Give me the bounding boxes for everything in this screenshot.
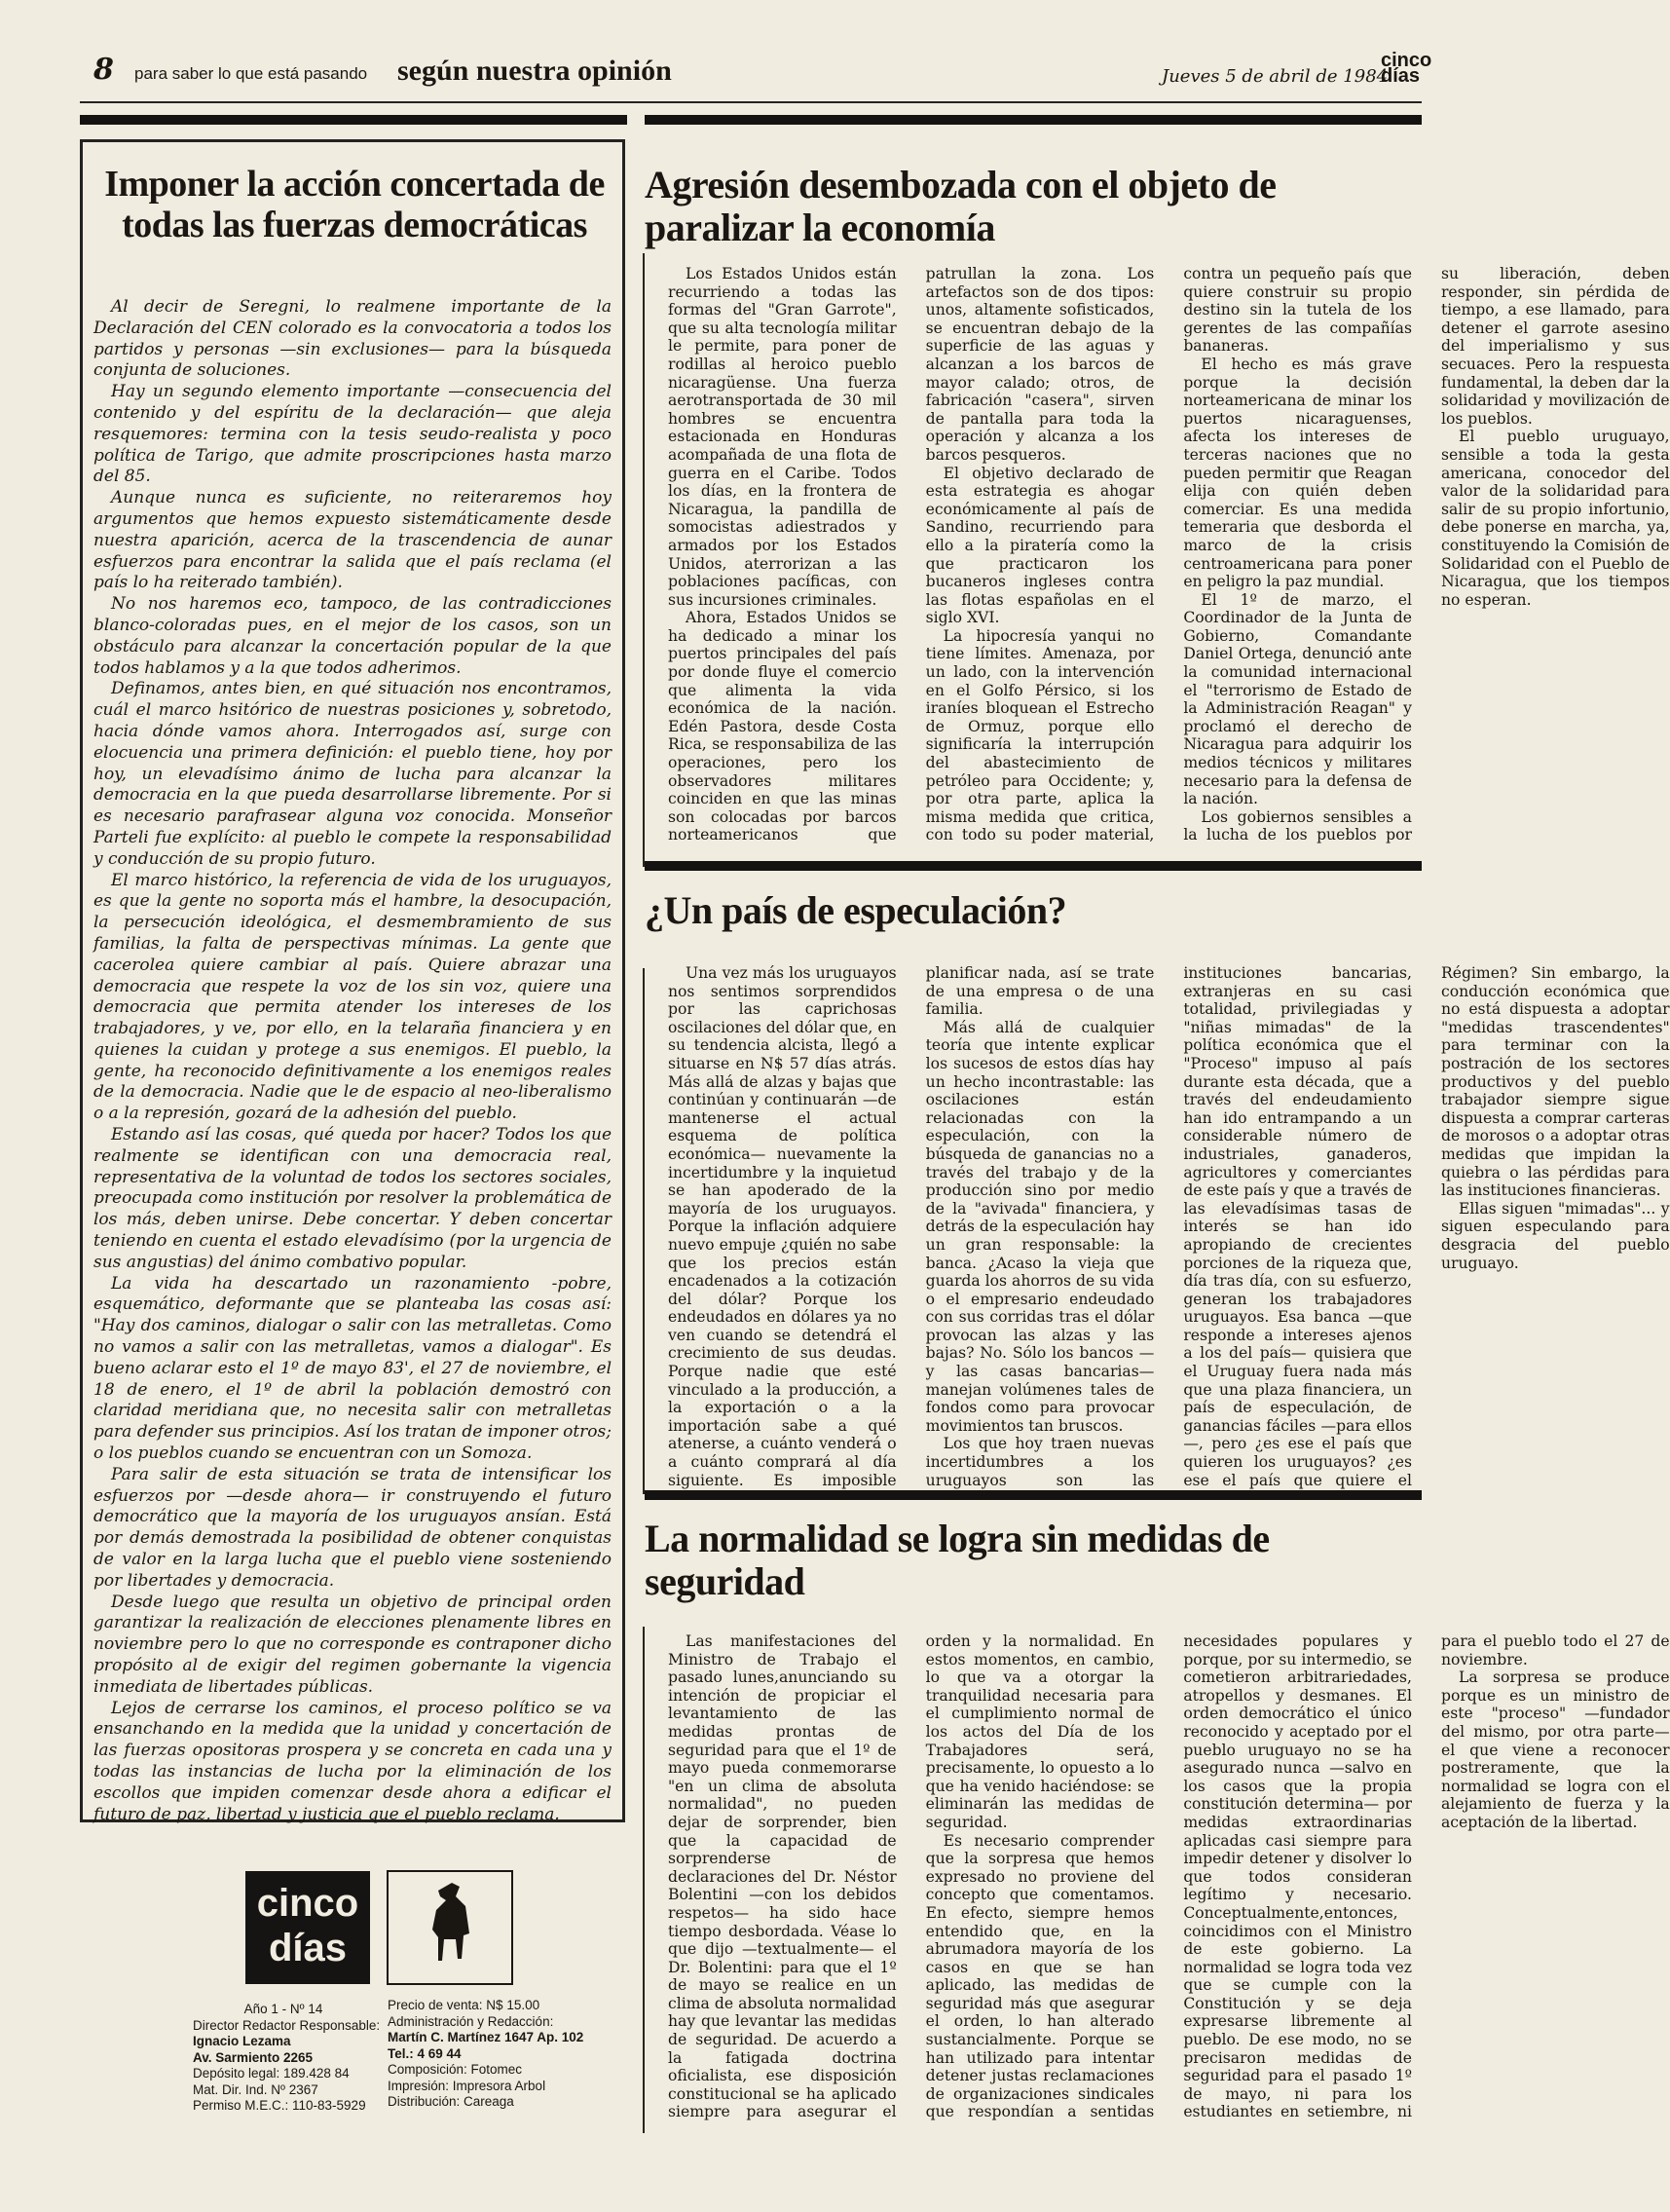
paragraph: Ellas siguen "mimadas"... y siguen especulando para desgracia del pueblo uruguayo. [1440,1199,1670,1272]
paragraph: No nos haremos eco, tampoco, de las contradicciones blanco-coloradas pues, en el mejor de los casos, son un obstáculo para alcanzar la concertación popular de la que todos hablamos y a la que todos adherimos. [93,594,612,678]
paragraph: La hipocresía yanqui no tiene límites. Amenaza, por un lado, con la intervención en el Golfo Pérsico, si los iraníes bloquean el Estrecho de Ormuz, porque ello significaría la interrupción del abastecimiento de petróleo para Occidente; y, por otra parte, aplica la misma medida que critica, con todo su poder material, contra un pequeño país que quiere construir su propio destino sin la tutela de los gerentes de las compañías bananeras. [925,265,1412,844]
editorial-headline: Imponer la acción concertada de todas las fuerzas democráticas [104,164,605,245]
credit-line: Ignacio Lezama [193,2034,291,2048]
paragraph: Aunque nunca es suficiente, no reiteraremos hoy argumentos que hemos expuesto sistemáticamente desde nuestra aparición, acerca de la trascendencia de aunar esfuerzos para encontrar la salida que el país reclama (el país lo ha reiterado también). [93,488,612,593]
article-body-agresion [668,265,1670,849]
issue-number: Año 1 - Nº 14 [243,2002,323,2016]
paragraph: Los que hoy traen nuevas incertidumbres a los uruguayos son las instituciones bancarias, extranjeras en su casi totalidad, privilegiadas y "niñas mimadas" de la política económica que el "Proceso" impuso al país durante esta década, que a través del endeudamiento han ido entrampando a un considerable número de industriales, ganaderos, agricultores y comerciantes de este país y que a través de las elevadísimas tasas de interés se han ido apropiando de crecientes porciones de la riqueza que, día tras día, con su esfuerzo, generan los trabajadores uruguayos. Esa banca —que responde a intereses ajenos a los del país— quisiera que el Uruguay fuera nada más que una plaza financiera, un país de especulación, de ganancias fáciles —para ellos—, pero ¿es ese el país que quieren los uruguayos? ¿es ese el país que quiere el Régimen? Sin embargo, la conducción económica que no está dispuesta a adoptar "medidas trascendentes" para terminar con la postración de los sectores productivos y del pueblo trabajador siempre sigue dispuesta a comprar carteras de morosos o a adoptar otras medidas que impidan la quiebra o las pérdidas para las instituciones financieras. [925,964,1670,1489]
horse-icon [388,1871,512,1984]
paragraph: Para salir de esta situación se trata de intensificar los esfuerzos por —desde ahora— ir construyendo el futuro democrático que la mayoría de los uruguayos ansían. Está por demás demostrada la posibilidad de obtener conquistas de valor en la larga lucha que el pueblo viene sosteniendo por libertades y democracia. [93,1464,612,1591]
paragraph: La vida ha descartado un razonamiento -pobre, esquemático, deformante que se planteaba las cosas así: "Hay dos caminos, dialogar o salir con las metralletas. Como no vamos a salir con las metralletas, vamos a dialogar". Es bueno aclarar esto el 1º de mayo 83', el 27 de noviembre, el 18 de enero, el 1º de abril la población demostró con claridad meridiana que, no necesita salir con metralletas para defender sus principios. Así los tratan de imponer otros; o los pueblos cuando se encuentran con un Somoza. [93,1273,612,1464]
masthead-credits-right [388,1998,584,2111]
paragraph: Más allá de cualquier teoría que intente explicar los sucesos de estos días hay un hecho incontrastable: las oscilaciones están relacionadas con la especulación, con la búsqueda de ganancias no a través del trabajo y de la producción sino por medio de la "avivada" financiera, y detrás de la especulación hay un gran responsable: la banca. ¿Acaso la vieja que guarda los ahorros de su vida o el empresario endeudado con sus corridas tras el dólar provocan las alzas y las bajas? No. Sólo los bancos —y las casas bancarias— manejan volúmenes tales de fondos como para provocar movimientos tan bruscos. [925,1018,1155,1435]
paragraph: El objetivo declarado de esta estrategia es ahogar económicamente al país de Sandino, recurriendo para ello a la piratería como la que practicaron los bucaneros ingleses contra las flotas españolas en el siglo XVI. [925,464,1155,627]
page-header [76,50,1432,99]
paragraph: Lejos de cerrarse los caminos, el proceso político se va ensanchando en la medida que la unidad y concertación de las fuerzas opositoras prospera y se concreta en cada una y todas las instancias de lucha por la eliminación de los escollos que impiden comenzar desde ahora a edificar el futuro de paz, libertad y justicia que el pueblo reclama. [93,1698,612,1824]
credit-line: Mat. Dir. Ind. Nº 2367 [193,2081,318,2097]
column-rule [643,968,645,1494]
paragraph: Estando así las cosas, qué queda por hacer? Todos los que realmente se identifican con una democracia real, representativa de la voluntad de todos los sectores sociales, preocupada como institución por resolver la problemática de los más, deben unirse. Debe concertar. Y deben concertar teniendo en cuenta el estado elevadísimo (por la urgencia de sus angustias) del ánimo combativo popular. [93,1125,612,1272]
credit-line: Distribución: Careaga [388,2094,514,2109]
page-number: 8 [93,53,114,87]
paragraph: Los gobiernos sensibles a la lucha de los pueblos por su liberación, deben responder, sin pérdida de tiempo, a ese llamado, para detener el garrote asesino del imperialismo y sus secuaces. Pero la respuesta fundamental, la deben dar la solidaridad y movilización de los pueblos. [1183,265,1670,844]
credit-line: Tel.: 4 69 44 [388,2045,462,2061]
paragraph: La sorpresa se produce porque es un ministro de este "proceso" —fundador del mismo, por otra parte— el que viene a reconocer postreramente, que la normalidad se logra con el alejamiento de fuerza y la aceptación de la libertad. [1440,1668,1670,1831]
logo-word: días [268,1927,348,1969]
paragraph: Es necesario comprender que la sorpresa que hemos expresado no proviene del concepto que comentamos. En efecto, siempre hemos entendido que, en la abrumadora mayoría de los casos en que se han aplicado, las medidas de seguridad más que asegurar el orden, lo han alterado sustancialmente. Porque se han utilizado para intentar detener justas reclamaciones de organizaciones sindicales que respondían a sentidas necesidades populares y porque, por su intermedio, se cometieron arbitrariedades, atropellos y desmanes. El orden democrático el único reconocido y aceptado por el pueblo uruguayo no se ha asegurado nunca —salvo en los casos que la propia constitución determina— por medidas extraordinarias aplicadas casi siempre para impedir detener y disolver lo que todos consideran legítimo y necesario. Conceptualmente,entonces, coincidimos con el Ministro de este gobierno. La normalidad se logra toda vez que se cumple con la Constitución y se deja expresarse libremente al pueblo. De ese modo, no se precisaron medidas de seguridad para el pasado 1º de mayo, ni para los estudiantes en setiembre, ni para el pueblo todo el 27 de noviembre. [925,1632,1670,2121]
article-headline: Agresión desembozada con el objeto de paralizar la economía [645,163,1277,249]
column-rule [643,1627,645,2133]
divider-bar [645,861,1422,871]
paragraph: El hecho es más grave porque la decisión norteamericana de minar los puertos nicaraguenses, afecta los intereses de terceras naciones que no pueden permitir que Reagan elija con quién deben comerciar. Es una medida temeraria que desborda el marco de la crisis centroamericana para poner en peligro la paz mundial. [1183,355,1412,591]
article-body-normalidad [668,1632,1670,2139]
paragraph: Al decir de Seregni, lo realmene importante de la Declaración del CEN colorado es la convocatoria a todos los partidos y personas —sin exclusiones— para la búsqueda conjunta de soluciones. [93,297,612,381]
column-rule [643,253,645,867]
article-headline: La normalidad se logra sin medidas de seguridad [645,1517,1270,1603]
credit-line: Impresión: Impresora Arbol [388,2078,546,2093]
header-logo: cinco días [1381,50,1432,87]
paragraph: Los Estados Unidos están recurriendo a todas las formas del "Gran Garrote", que su alta tecnología militar le permite, para poner de rodillas al heroico pueblo nicaragüense. Una fuerza aerotransportada de 30 mil hombres se encuentra estacionada en Honduras acompañada de una flota de guerra en el Caribe. Todos los días, en la frontera de Nicaragua, la pandilla de somocistas adiestrados y armados por los Estados Unidos, aterrorizan a las poblaciones pacíficas, con sus incursiones criminales. [668,265,897,609]
paragraph: Definamos, antes bien, en qué situación nos encontramos, cuál el marco hsitórico de nuestras posiciones y, sobretodo, hacia dónde vamos ahora. Interrogados así, surge con elocuencia una primera definición: el pueblo tiene, hoy por hoy, un elevadísimo ánimo de lucha para alcanzar la democracia en la que pueda desarrollarse libremente. Por si es necesario parafrasear alguna voz conocida. Monseñor Parteli fue explícito: al pueblo le compete la responsabilidad y conducción de su propio futuro. [93,679,612,869]
paragraph: Ahora, Estados Unidos se ha dedicado a minar los puertos principales del país por donde fluye el comercio que alimenta la vida económica de la nación. Edén Pastora, desde Costa Rica, se responsabiliza de las operaciones, pero los observadores militares coinciden en que las minas son colocadas por barcos norteamericanos que patrullan la zona. Los artefactos son de dos tipos: unos, altamente sofisticados, se encuentran debajo de la superficie de las aguas y alcanzan a los barcos de mayor calado; otros, de fabricación "casera", sirven de pantalla para toda la operación y alcanza a los barcos pesqueros. [668,265,1155,844]
paragraph: Hay un segundo elemento importante —consecuencia del contenido y del espíritu de la declaración— que aleja resquemores: termina con la tesis seudo-realista y poco política de Tarigo, que admite proscripciones hasta marzo del 85. [93,382,612,487]
header-kicker: para saber lo que está pasando [134,64,368,83]
masthead [193,1856,584,2138]
credit-line: Martín C. Martínez 1647 Ap. 102 [388,2030,584,2044]
paragraph: Las manifestaciones del Ministro de Trabajo el pasado lunes,anunciando su intención de propiciar el levantamiento de las medidas prontas de seguridad para que el 1º de mayo pueda conmemorarse "en un clima de absoluta normalidad", no pueden dejar de sorprender, bien que la capacidad de sorprenderse de declaraciones del Dr. Néstor Bolentini —con los debidos respetos— ha sido hace tiempo desbordada. Véase lo que dijo —textualmente— el Dr. Bolentini: para que el 1º de mayo se realice en un clima de absoluta normalidad hay que levantar las medidas de seguridad. De acuerdo a la fatigada doctrina oficialista, ese disposición constitucional se ha aplicado siempre para asegurar el orden y la normalidad. En estos momentos, en cambio, lo que va a otorgar la tranquilidad necesaria para el cumplimiento normal de los actos del Día de los Trabajadores será, precisamente, lo opuesto a lo que ha venido haciéndose: se eliminarán las medidas de seguridad. [668,1632,1155,2121]
credit-line: Depósito legal: 189.428 84 [193,2066,350,2081]
editorial-body [93,297,612,1824]
masthead-logo [245,1871,370,1984]
issue-date: Jueves 5 de abril de 1984 [1162,66,1389,87]
article-body-especulacion [668,964,1670,1490]
credit-line: Composición: Fotomec [388,2062,523,2077]
paragraph: El pueblo uruguayo, sensible a toda la gesta americana, conocedor del valor de la solidaridad para salir de su propio infortunio, debe ponerse en marcha, ya, constituyendo la Comisión de Solidaridad con el Pueblo de Nicaragua, que los tiempos no esperan. [1440,428,1670,609]
article-headline: ¿Un país de especulación? [645,888,1067,932]
price-line: Precio de venta: N$ 15.00 [388,1998,540,2012]
credit-line: Administración y Redacción: [388,2013,554,2029]
divider-bar [645,1490,1422,1500]
paragraph: El 1º de marzo, el Coordinador de la Junta de Gobierno, Comandante Daniel Ortega, denunció ante la comunidad internacional el "terrorismo de Estado de la Administración Reagan" y proclamó el derecho de Nicaragua para adquirir los medios técnicos y militares necesario para la defensa de la nación. [1183,590,1412,808]
masthead-credits-left [193,2002,381,2115]
paragraph: El marco histórico, la referencia de vida de los uruguayos, es que la gente no soporta más el hambre, la desocupación, la persecución ideológica, el desmembramiento de sus familias, la falta de perspectivas mínimas. La gente que cacerolea quiere cambiar al país. Quiere abrazar una democracia que respete la voz de los sin voz, quiere una democracia que permita atender los intereses de los trabajadores, y ve, por ello, en la telaraña financiera y en quienes la cuidan y protege a sus enemigos. El pueblo, la gente, ha reconocido definitivamente a los enemigos reales de la democracia. Nadie que le de espacio al neo-liberalismo o a la represión, gozará de la adhesión del pueblo. [93,870,612,1124]
paragraph: Una vez más los uruguayos nos sentimos sorprendidos por las caprichosas oscilaciones del dólar que, en su tendencia alcista, llegó a situarse en N$ 57 días atrás. Más allá de alzas y bajas que continúan y continuarán —de mantenerse el actual esquema de política económica— nuevamente la incertidumbre y la inquietud se han apoderado de la mayoría de los uruguayos. Porque la inflación adquiere nuevo empuje ¿quién no sabe que los precios están encadenados a la cotización del dólar? Porque los endeudados en dólares ya no ven cuando se detendrá el crecimiento de sus deudas. Porque nadie que esté vinculado a la producción, a la exportación o a la importación sabe a qué atenerse, a cuánto venderá o a cuánto comprará al día siguiente. Es imposible planificar nada, así se trate de una empresa o de una familia. [668,964,1155,1489]
logo-word: cinco [256,1882,359,1925]
header-rule [80,101,1422,103]
paragraph: Desde luego que resulta un objetivo de principal orden garantizar la realización de elecciones plenamente libres en noviembre pero lo que no corresponde es contraponer dicho propósito al de exigir del regimen gobernante la vigencia inmediata de libertades públicas. [93,1592,612,1697]
credit-line: Permiso M.E.C.: 110-83-5929 [193,2098,366,2113]
credit-line: Director Redactor Responsable: [193,2017,381,2033]
credit-line: Av. Sarmiento 2265 [193,2049,314,2065]
left-top-bar [80,115,627,125]
section-title: según nuestra opinión [397,55,672,87]
right-top-bar [645,115,1422,125]
